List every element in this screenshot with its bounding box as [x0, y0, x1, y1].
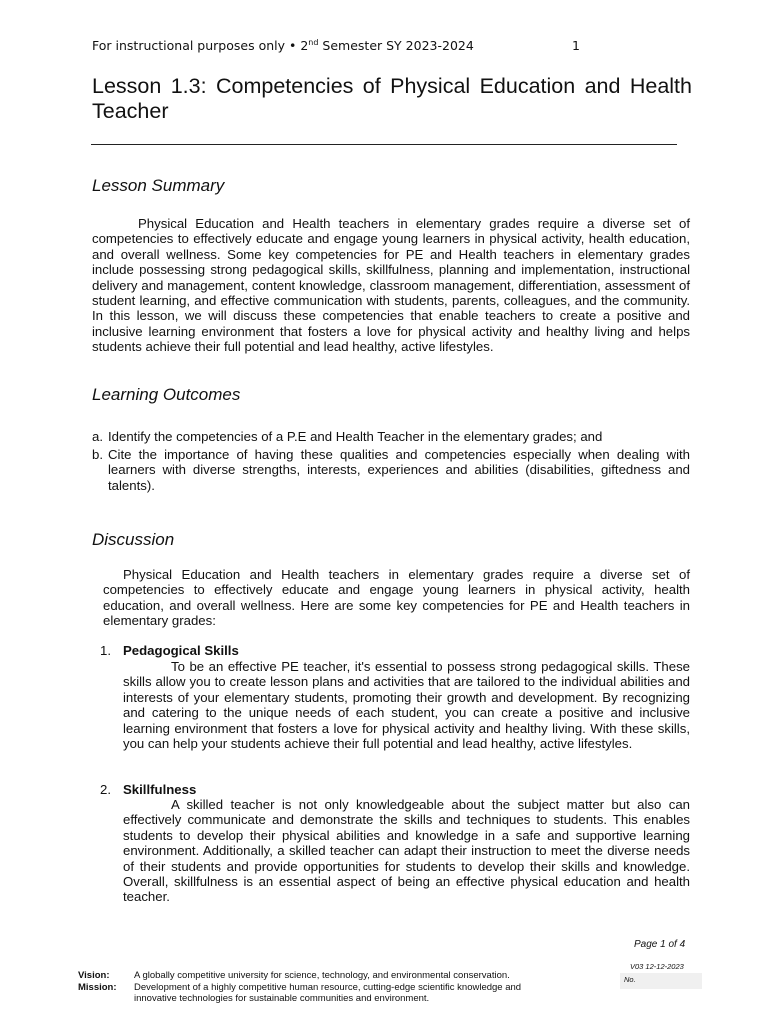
item-title-skillfulness: Skillfulness [123, 782, 197, 797]
lesson-summary-heading: Lesson Summary [92, 176, 225, 195]
mission-text: Development of a highly competitive human resource, cutting-edge scientific knowledge and innovative technologies for sustainable communities and environment. [134, 982, 522, 1004]
item-number: 2. [100, 782, 111, 797]
item-number: 1. [100, 643, 111, 658]
footer-page-label: Page 1 of 4 [634, 939, 686, 950]
lesson-summary-paragraph: Physical Education and Health teachers in elementary grades require a diverse set of competencies to effectively educate and engage young learners in physical activity, health education, and overall wellness. Some key competencies for PE and Health teachers in elementary grades include possessing strong pedagogical skills, skillfulness, planning and implementation, instructional delivery and management, content knowledge, classroom management, differentiation, assessment of student learning, and effective communication with students, parents, colleagues, and the community. In this lesson, we will discuss these competencies that enable teachers to create a positive and inclusive learning environment that fosters a love for physical activity and healthy living and helps students achieve their full potential and lead healthy, active lifestyles. [92, 216, 690, 355]
outcome-text: Cite the importance of having these qualities and competencies especially when dealing with learners with diverse strengths, interests, experiences and abilities (disabilities, giftedness and talents). [108, 447, 690, 493]
item-text-pedagogical-skills: To be an effective PE teacher, it's essential to possess strong pedagogical skills. These skills allow you to create lesson plans and activities that are tailored to the individual abilities and interests of your elementary students, promoting their growth and development. By recognizing and catering to the unique needs of each student, you can create a positive and inclusive learning environment that fosters a love for physical activity and healthy living. With these skills, you can help your students achieve their full potential and lead healthy, active lifestyles. [123, 659, 690, 752]
outcome-item-a [92, 429, 690, 444]
header-text-semester: Semester SY 2023-2024 [318, 38, 474, 54]
header-text-main: For instructional purposes only • 2 [92, 38, 309, 54]
header-page-number: 1 [572, 38, 580, 53]
lesson-title: Lesson 1.3: Competencies of Physical Education and Health Teacher [92, 74, 692, 123]
outcome-label: a. [92, 429, 103, 444]
item-text-skillfulness: A skilled teacher is not only knowledgeable about the subject matter but also can effectively communicate and demonstrate the skills and techniques to students. This enables students to develop their physical abilities and knowledge in a safe and supportive learning environment. Additionally, a skilled teacher can adapt their instruction to meet the diverse needs of their students and provide opportunities for students to develop their skills and knowledge. Overall, skillfulness is an essential aspect of being an effective physical education and health teacher. [123, 797, 690, 905]
header-superscript: nd [308, 38, 319, 47]
discussion-intro: Physical Education and Health teachers in elementary grades require a diverse set of competencies to effectively educate and engage young learners in physical activity, health education, and overall wellness. Here are some key competencies for PE and Health teachers in elementary grades: [103, 567, 690, 629]
discussion-heading: Discussion [92, 530, 175, 549]
outcome-text: Identify the competencies of a P.E and Health Teacher in the elementary grades; and [108, 429, 603, 444]
footer-no-field: No. [620, 973, 702, 989]
vision-label: Vision: [78, 970, 110, 981]
outcome-item-b [92, 447, 690, 493]
page-header [92, 38, 474, 53]
learning-outcomes-heading: Learning Outcomes [92, 385, 241, 404]
mission-label: Mission: [78, 982, 117, 993]
title-divider [91, 144, 677, 145]
item-title-pedagogical-skills: Pedagogical Skills [123, 643, 239, 658]
footer-version: V03 12-12-2023 [630, 962, 684, 971]
vision-text: A globally competitive university for science, technology, and environmental conservation. [134, 970, 510, 981]
outcome-label: b. [92, 447, 103, 462]
